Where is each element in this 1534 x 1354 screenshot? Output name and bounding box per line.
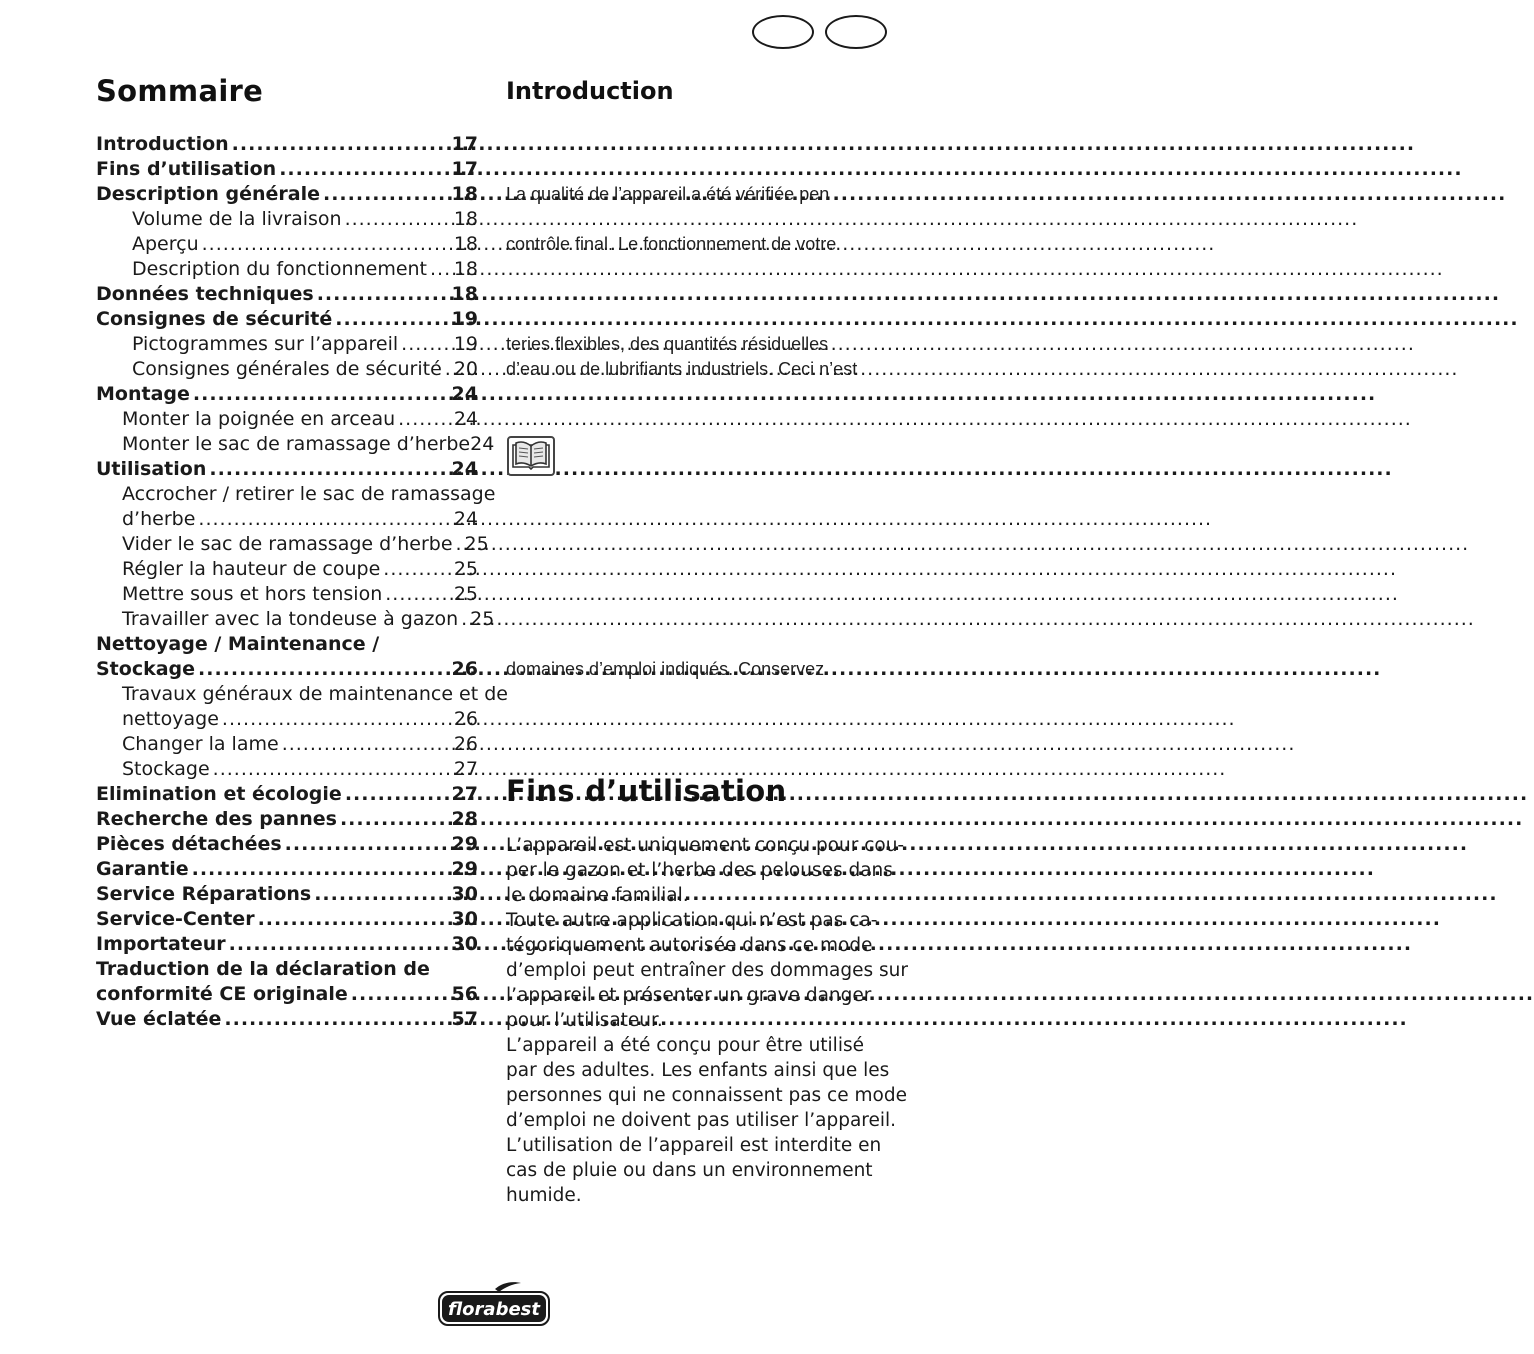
toc-entry-page: 56 bbox=[451, 983, 478, 1005]
toc-entry-label: nettoyage bbox=[122, 708, 219, 730]
toc-leader-dots bbox=[198, 657, 449, 682]
toc-entry-page: 18 bbox=[453, 258, 478, 280]
open-book-icon bbox=[507, 436, 555, 476]
toc-entry-page: 30 bbox=[451, 883, 478, 905]
toc-entry bbox=[96, 332, 478, 357]
toc-entry bbox=[96, 982, 478, 1007]
toc-entry bbox=[96, 457, 478, 482]
usage-text-line: Toute autre application qui n’est pas ca- bbox=[506, 910, 878, 931]
toc-entry-page: 25 bbox=[464, 533, 489, 555]
toc-leader-dots bbox=[192, 857, 449, 882]
toc-entry bbox=[96, 232, 478, 257]
toc-entry-page: 20 bbox=[453, 358, 478, 380]
usage-text-line: humide. bbox=[506, 1185, 582, 1206]
usage-text-line: le domaine familial. bbox=[506, 885, 689, 906]
language-markers bbox=[752, 15, 892, 55]
toc-leader-dots bbox=[202, 232, 451, 257]
toc-entry bbox=[96, 357, 478, 382]
toc-entry-label: Monter le sac de ramassage d’herbe bbox=[122, 433, 471, 455]
toc-entry bbox=[96, 507, 478, 532]
usage-text-line: pour l’utilisateur. bbox=[506, 1010, 663, 1031]
toc-leader-dots bbox=[282, 732, 451, 757]
toc-entry-page: 25 bbox=[453, 583, 478, 605]
toc-entry bbox=[96, 582, 478, 607]
toc-leader-dots bbox=[229, 932, 449, 957]
toc-entry-page: 29 bbox=[451, 858, 478, 880]
toc-leader-dots bbox=[258, 907, 449, 932]
toc-leader-dots bbox=[340, 807, 449, 832]
toc-entry bbox=[96, 307, 478, 332]
toc-leader-dots bbox=[209, 457, 448, 482]
table-of-contents bbox=[96, 132, 508, 1032]
toc-leader-dots bbox=[430, 257, 451, 282]
toc-entry bbox=[96, 282, 478, 307]
toc-leader-dots bbox=[445, 357, 451, 382]
introduction-text-line: contrôle final. Le fonctionnement de votre bbox=[506, 234, 837, 254]
toc-entry bbox=[96, 632, 478, 657]
usage-text-line: L’appareil a été conçu pour être utilisé bbox=[506, 1035, 864, 1056]
usage-paragraph bbox=[506, 833, 908, 1208]
toc-entry-page: 24 bbox=[453, 408, 478, 430]
introduction-text-line: teries flexibles, des quantités résiduelles bbox=[506, 334, 829, 354]
toc-entry-page: 29 bbox=[451, 833, 478, 855]
toc-entry-page: 25 bbox=[470, 608, 495, 630]
toc-entry-label: Consignes générales de sécurité bbox=[132, 358, 442, 380]
logo-text: florabest bbox=[448, 1299, 540, 1320]
toc-entry bbox=[96, 207, 478, 232]
toc-entry-page: 28 bbox=[451, 808, 478, 830]
toc-entry bbox=[96, 557, 478, 582]
usage-text-line: d’emploi ne doivent pas utiliser l’appareil. bbox=[506, 1110, 897, 1131]
toc-leader-dots bbox=[232, 132, 449, 157]
toc-entry-label: Travaux généraux de maintenance et de bbox=[122, 683, 508, 705]
toc-leader-dots bbox=[351, 982, 449, 1007]
language-oval-left bbox=[752, 15, 814, 49]
toc-entry-page: 17 bbox=[451, 158, 478, 180]
toc-entry-label: Monter la poignée en arceau bbox=[122, 408, 396, 430]
introduction-heading: Introduction bbox=[506, 77, 674, 105]
toc-entry bbox=[96, 157, 478, 182]
toc-entry bbox=[96, 707, 478, 732]
toc-entry bbox=[96, 257, 478, 282]
toc-entry-label: Montage bbox=[96, 383, 190, 405]
toc-entry-label: Accrocher / retirer le sac de ramassage bbox=[122, 483, 496, 505]
toc-leader-dots bbox=[213, 757, 451, 782]
toc-entry-label: Nettoyage / Maintenance / bbox=[96, 633, 380, 655]
toc-entry bbox=[96, 182, 478, 207]
usage-text-line: L’appareil est uniquement conçu pour cou- bbox=[506, 835, 905, 856]
toc-entry-label: Consignes de sécurité bbox=[96, 308, 333, 330]
toc-entry-label: Données techniques bbox=[96, 283, 314, 305]
toc-entry-label: Traduction de la déclaration de bbox=[96, 958, 430, 980]
toc-entry-page: 25 bbox=[453, 558, 478, 580]
toc-leader-dots bbox=[323, 182, 449, 207]
toc-entry-label: Stockage bbox=[122, 758, 210, 780]
usage-text-line: l’appareil et présenter un grave danger bbox=[506, 985, 872, 1006]
toc-entry-page: 24 bbox=[470, 433, 495, 455]
toc-entry-page: 24 bbox=[453, 508, 478, 530]
toc-entry-label: Vider le sac de ramassage d’herbe bbox=[122, 533, 453, 555]
toc-entry bbox=[96, 782, 478, 807]
toc-entry-page: 30 bbox=[451, 908, 478, 930]
toc-entry bbox=[96, 907, 478, 932]
toc-leader-dots bbox=[456, 532, 462, 557]
toc-entry bbox=[96, 382, 478, 407]
toc-entry bbox=[96, 932, 478, 957]
usage-text-line: per le gazon et l’herbe des pelouses dans bbox=[506, 860, 893, 881]
toc-leader-dots bbox=[383, 557, 451, 582]
toc-entry bbox=[96, 657, 478, 682]
toc-entry-label: Service-Center bbox=[96, 908, 255, 930]
toc-leader-dots bbox=[385, 582, 451, 607]
toc-entry-label: Vue éclatée bbox=[96, 1008, 222, 1030]
toc-entry bbox=[96, 682, 508, 707]
language-oval-right bbox=[825, 15, 887, 49]
toc-leader-dots bbox=[314, 882, 448, 907]
toc-leader-dots bbox=[461, 607, 467, 632]
usage-text-line: cas de pluie ou dans un environnement bbox=[506, 1160, 873, 1181]
toc-entry-label: Utilisation bbox=[96, 458, 207, 480]
toc-title: Sommaire bbox=[96, 74, 264, 108]
toc-entry bbox=[96, 432, 495, 457]
toc-leader-dots bbox=[398, 407, 451, 432]
toc-entry-label: Volume de la livraison bbox=[132, 208, 342, 230]
toc-entry bbox=[96, 807, 478, 832]
toc-entry-page: 30 bbox=[451, 933, 478, 955]
toc-entry-label: Régler la hauteur de coupe bbox=[122, 558, 381, 580]
toc-entry-label: Recherche des pannes bbox=[96, 808, 337, 830]
toc-entry-label: Description générale bbox=[96, 183, 320, 205]
usage-text-line: par des adultes. Les enfants ainsi que les bbox=[506, 1060, 890, 1081]
toc-entry-label: Introduction bbox=[96, 133, 229, 155]
toc-entry bbox=[96, 532, 489, 557]
toc-entry bbox=[96, 832, 478, 857]
toc-entry-page: 24 bbox=[451, 458, 478, 480]
toc-entry bbox=[96, 132, 478, 157]
toc-leader-dots bbox=[345, 782, 449, 807]
toc-entry-label: Stockage bbox=[96, 658, 196, 680]
toc-entry-page: 27 bbox=[451, 783, 478, 805]
toc-entry-page: 19 bbox=[451, 308, 478, 330]
toc-entry-label: Fins d’utilisation bbox=[96, 158, 277, 180]
toc-leader-dots bbox=[222, 707, 451, 732]
toc-entry-label: Changer la lame bbox=[122, 733, 279, 755]
toc-entry bbox=[96, 757, 478, 782]
toc-entry bbox=[96, 957, 478, 982]
toc-entry-label: Mettre sous et hors tension bbox=[122, 583, 383, 605]
toc-entry-label: Garantie bbox=[96, 858, 189, 880]
toc-entry-label: Travailler avec la tondeuse à gazon bbox=[122, 608, 459, 630]
usage-text-line: tégoriquement autorisée dans ce mode bbox=[506, 935, 873, 956]
toc-entry-label: Description du fonctionnement bbox=[132, 258, 428, 280]
toc-entry-label: d’herbe bbox=[122, 508, 196, 530]
toc-entry bbox=[96, 482, 496, 507]
toc-entry-page: 18 bbox=[451, 283, 478, 305]
toc-leader-dots bbox=[317, 282, 449, 307]
usage-text-line: personnes qui ne connaissent pas ce mode bbox=[506, 1085, 907, 1106]
toc-entry-page: 26 bbox=[453, 708, 478, 730]
toc-leader-dots bbox=[198, 507, 450, 532]
toc-entry-page: 18 bbox=[451, 183, 478, 205]
toc-leader-dots bbox=[401, 332, 451, 357]
toc-entry bbox=[96, 857, 478, 882]
toc-entry-page: 27 bbox=[453, 758, 478, 780]
toc-entry bbox=[96, 882, 478, 907]
toc-entry-page: 17 bbox=[451, 133, 478, 155]
toc-leader-dots bbox=[285, 832, 449, 857]
toc-leader-dots bbox=[193, 382, 449, 407]
toc-entry bbox=[96, 732, 478, 757]
toc-entry-label: Pièces détachées bbox=[96, 833, 282, 855]
usage-text-line: L’utilisation de l’appareil est interdite en bbox=[506, 1135, 882, 1156]
toc-entry-label: Pictogrammes sur l’appareil bbox=[132, 333, 399, 355]
toc-entry-label: Aperçu bbox=[132, 233, 199, 255]
introduction-text-line: d’eau ou de lubrifiants industriels. Ceci n’est bbox=[506, 359, 858, 379]
usage-text-line: d’emploi peut entraîner des dommages sur bbox=[506, 960, 908, 981]
introduction-text-line: domaines d’emploi indiqués. Conservez bbox=[506, 659, 825, 679]
toc-entry-page: 57 bbox=[451, 1008, 478, 1030]
toc-leader-dots bbox=[335, 307, 448, 332]
toc-entry-page: 24 bbox=[451, 383, 478, 405]
toc-entry-label: Service Réparations bbox=[96, 883, 312, 905]
toc-entry bbox=[96, 407, 478, 432]
toc-entry bbox=[96, 607, 495, 632]
toc-entry bbox=[96, 1007, 478, 1032]
toc-entry-page: 26 bbox=[451, 658, 478, 680]
toc-entry-label: conformité CE originale bbox=[96, 983, 348, 1005]
toc-entry-page: 18 bbox=[453, 233, 478, 255]
florabest-logo bbox=[437, 1280, 551, 1328]
toc-entry-page: 18 bbox=[453, 208, 478, 230]
toc-entry-page: 26 bbox=[453, 733, 478, 755]
toc-leader-dots bbox=[224, 1007, 448, 1032]
toc-entry-label: Importateur bbox=[96, 933, 226, 955]
introduction-text-line: La qualité de l’appareil a été vérifiée pen bbox=[506, 184, 830, 204]
usage-heading: Fins d’utilisation bbox=[506, 774, 787, 808]
toc-entry-label: Elimination et écologie bbox=[96, 783, 342, 805]
toc-entry-page: 19 bbox=[453, 333, 478, 355]
toc-leader-dots bbox=[345, 207, 451, 232]
toc-leader-dots bbox=[279, 157, 448, 182]
